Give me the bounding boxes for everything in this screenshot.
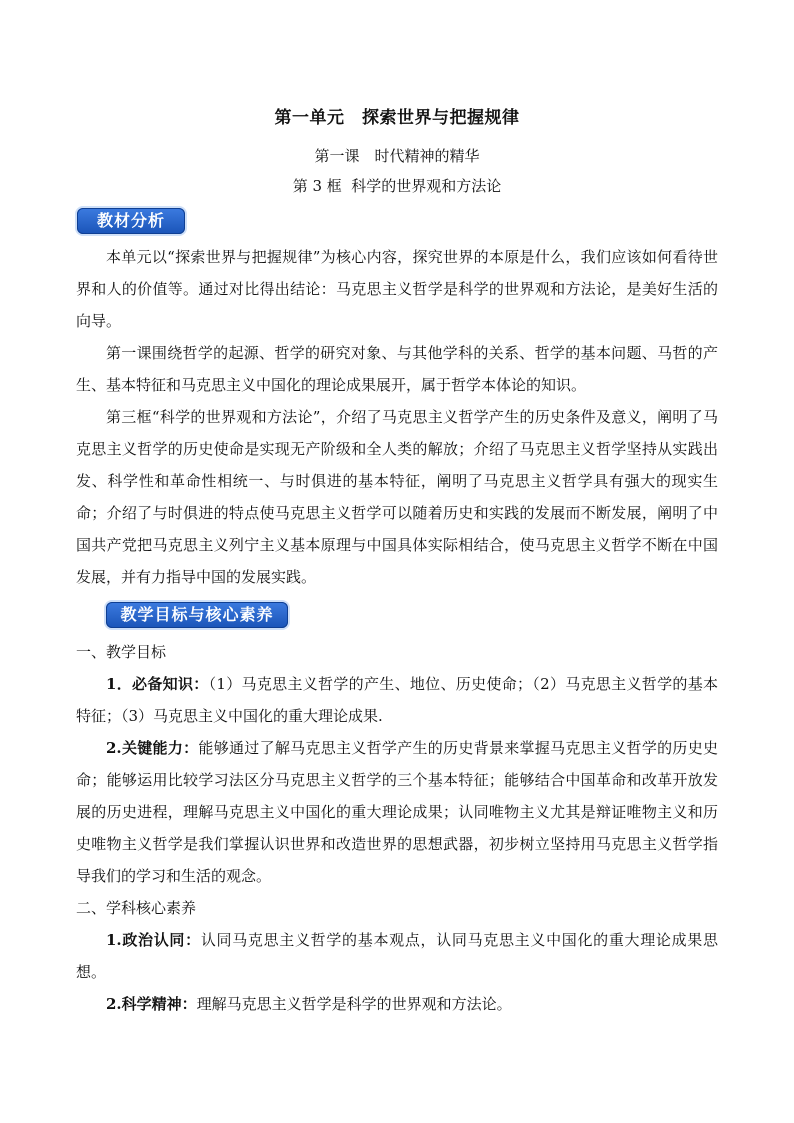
objective-label: 1．必备知识： <box>106 675 209 693</box>
section-title: 第 3 框 科学的世界观和方法论 <box>292 177 502 195</box>
core-competency-heading: 二、学科核心素养 <box>76 899 197 917</box>
objective-item-ability <box>76 732 718 892</box>
analysis-paragraph: 第一课围绕哲学的起源、哲学的研究对象、与其他学科的关系、哲学的基本问题、马哲的产生、基本特征和马克思主义中国化的理论成果展开，属于哲学本体论的知识。 <box>76 344 718 394</box>
objective-label: 2.关键能力： <box>106 739 199 757</box>
analysis-paragraph: 本单元以“探索世界与把握规律”为核心内容，探究世界的本原是什么，我们应该如何看待世界和人的价值等。通过对比得出结论：马克思主义哲学是科学的世界观和方法论，是美好生活的向导。 <box>76 248 718 330</box>
objective-text: 能够通过了解马克思主义哲学产生的历史背景来掌握马克思主义哲学的历史史命；能够运用比较学习法区分马克思主义哲学的三个基本特征；能够结合中国革命和改革开放发展的历史进程，理解马克思主义中国化的重大理论成果；认同唯物主义尤其是辩证唯物主义和历史唯物主义哲学是我们掌握认识世界和改造世界的思想武器，初步树立坚持用马克思主义哲学指导我们的学习和生活的观念。 <box>76 739 718 885</box>
objective-text: （1）马克思主义哲学的产生、地位、历史使命；（2）马克思主义哲学的基本特征；（3）马克思主义中国化的重大理论成果. <box>76 675 718 725</box>
objectives-badge: 教学目标与核心素养 <box>106 602 288 628</box>
lesson-title: 第一课 时代精神的精华 <box>314 147 480 165</box>
objectives-heading: 一、教学目标 <box>76 643 167 661</box>
core-label: 2.科学精神： <box>106 995 197 1013</box>
core-item-science <box>76 988 718 1020</box>
core-label: 1.政治认同： <box>106 931 201 949</box>
objective-item-knowledge <box>76 668 718 732</box>
unit-title: 第一单元 探索世界与把握规律 <box>274 108 520 128</box>
material-analysis-badge: 教材分析 <box>77 208 185 234</box>
core-item-political <box>76 924 718 988</box>
analysis-paragraph: 第三框“科学的世界观和方法论”，介绍了马克思主义哲学产生的历史条件及意义，阐明了马克思主义哲学的历史使命是实现无产阶级和全人类的解放；介绍了马克思主义哲学坚持从实践出发、科学性和革命性相统一、与时俱进的基本特征，阐明了马克思主义哲学具有强大的现实生命；介绍了与时俱进的特点使马克思主义哲学可以随着历史和实践的发展而不断发展，阐明了中国共产党把马克思主义列宁主义基本原理与中国具体实际相结合，使马克思主义哲学不断在中国发展，并有力指导中国的发展实践。 <box>76 408 718 586</box>
core-text: 理解马克思主义哲学是科学的世界观和方法论。 <box>196 995 512 1013</box>
core-text: 认同马克思主义哲学的基本观点，认同马克思主义中国化的重大理论成果思想。 <box>76 931 718 981</box>
